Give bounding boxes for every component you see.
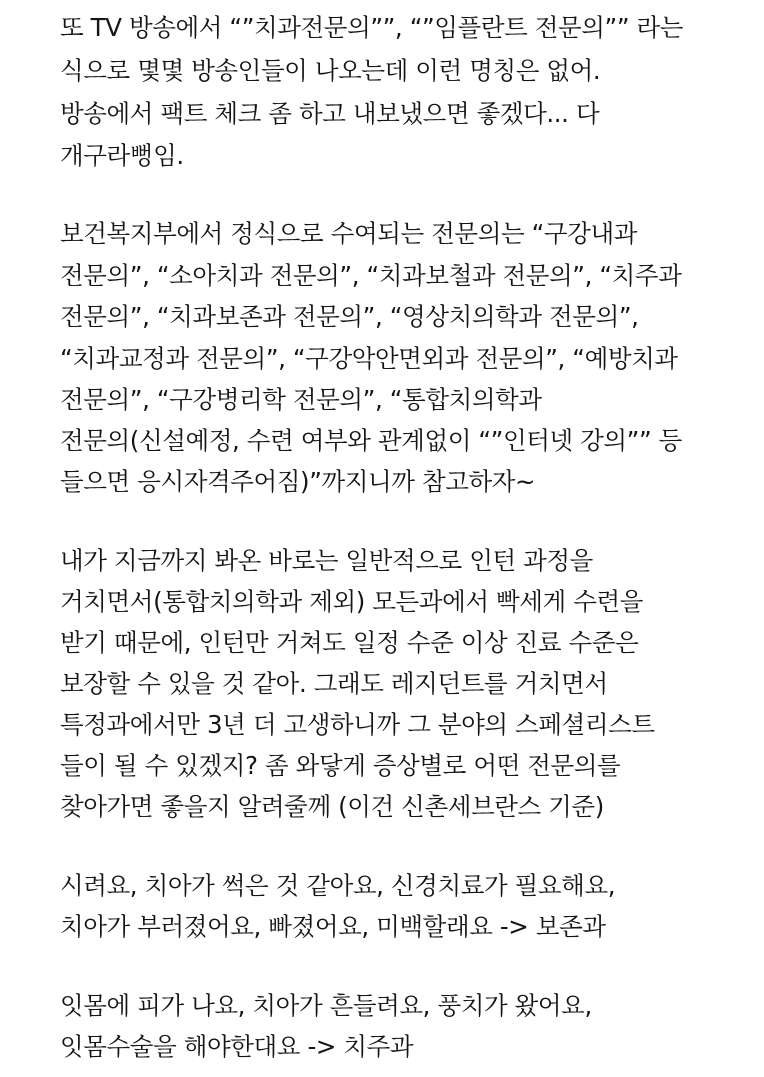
text-line: 식으로 몇몇 방송인들이 나오는데 이런 명칭은 없어.: [60, 56, 601, 85]
text-line: 잇몸수술을 해야한대요 -> 치주과: [60, 1032, 414, 1061]
text-line: 찾아가면 좋을지 알려줄께 (이건 신촌세브란스 기준): [60, 792, 604, 821]
text-line: 전문의”, “소아치과 전문의”, “치과보철과 전문의”, “치주과: [60, 261, 682, 290]
text-line: 내가 지금까지 봐온 바로는 일반적으로 인턴 과정을: [60, 546, 593, 575]
text-line: 들으면 응시자격주어짐)”까지니까 참고하자~: [60, 467, 536, 496]
text-line: 시려요, 치아가 썩은 것 같아요, 신경치료가 필요해요,: [60, 871, 616, 900]
text-line: 전문의”, “치과보존과 전문의”, “영상치의학과 전문의”,: [60, 302, 639, 331]
text-line: 보건복지부에서 정식으로 수여되는 전문의는 “구강내과: [60, 219, 637, 248]
text-line: 보장할 수 있을 것 같아. 그래도 레지던트를 거치면서: [60, 669, 608, 698]
text-line: 받기 때문에, 인턴만 거쳐도 일정 수준 이상 진료 수준은: [60, 628, 639, 657]
text-line: “치과교정과 전문의”, “구강악안면외과 전문의”, “예방치과: [60, 344, 678, 373]
text-line: 전문의”, “구강병리학 전문의”, “통합치의학과: [60, 385, 542, 414]
text-line: 전문의(신설예정, 수련 여부와 관계없이 “”인터넷 강의”” 등: [60, 426, 682, 455]
text-line: 치아가 부러졌어요, 빠졌어요, 미백할래요 -> 보존과: [60, 912, 606, 941]
text-line: 또 TV 방송에서 “”치과전문의””, “”임플란트 전문의”” 라는: [60, 13, 684, 42]
text-line: 거치면서(통합치의학과 제외) 모든과에서 빡세게 수련을: [60, 587, 644, 616]
text-line: 방송에서 팩트 체크 좀 하고 내보냈으면 좋겠다... 다: [60, 99, 600, 128]
text-line: 들이 될 수 있겠지? 좀 와닿게 증상별로 어떤 전문의를: [60, 751, 621, 780]
text-line: 특정과에서만 3년 더 고생하니까 그 분야의 스페셜리스트: [60, 710, 655, 739]
text-line: 잇몸에 피가 나요, 치아가 흔들려요, 풍치가 왔어요,: [60, 991, 592, 1020]
text-line: 개구라뻥임.: [60, 141, 184, 170]
